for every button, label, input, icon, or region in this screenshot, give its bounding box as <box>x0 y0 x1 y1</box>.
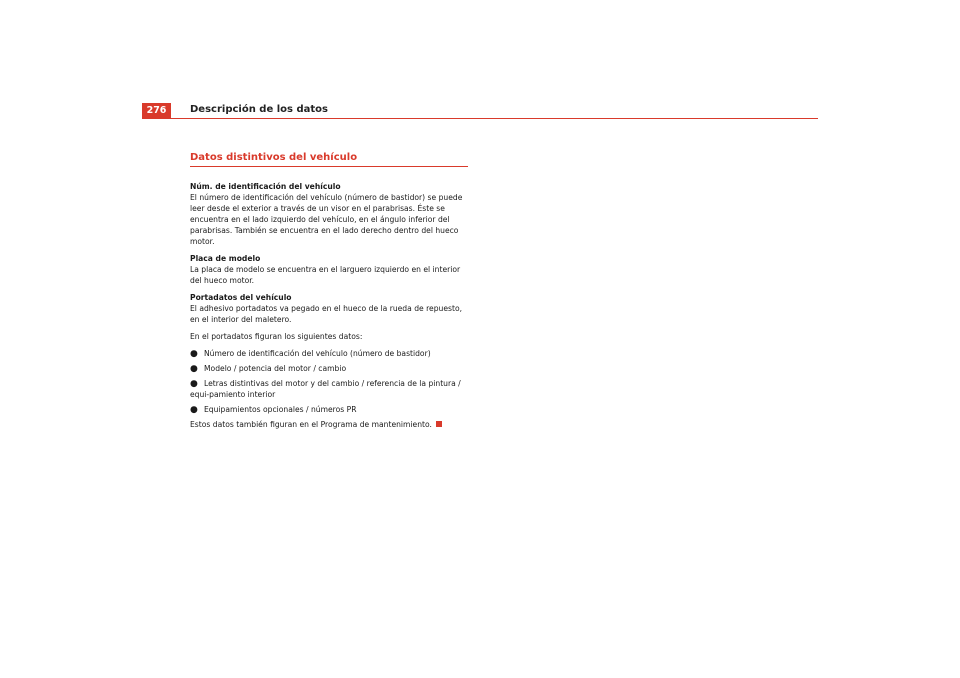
list-intro: En el portadatos figuran los siguientes datos: <box>190 332 363 341</box>
bullet-icon: ● <box>190 349 198 359</box>
label-paragraph <box>190 292 468 325</box>
vin-text: El número de identificación del vehículo (número de bastidor) se puede leer desde el exterior a través de un visor en el parabrisas. Éste se encuentra en el lado izquierdo del vehículo, en el ángulo inferior del parabrisas. También se encuentra en el lado derecho dentro del hueco motor. <box>190 193 463 246</box>
vehicle-data-section <box>190 152 468 436</box>
list-item: ● Modelo / potencia del motor / cambio <box>190 364 347 374</box>
page-number: 276 <box>142 103 171 118</box>
bullet-icon: ● <box>190 364 198 374</box>
data-list <box>190 348 468 415</box>
section-content <box>190 181 468 430</box>
header-divider <box>142 118 818 119</box>
closing-text: Estos datos también figuran en el Programa de mantenimiento. <box>190 420 432 429</box>
vin-heading: Núm. de identificación del vehículo <box>190 182 341 191</box>
page-header-title: Descripción de los datos <box>190 104 328 115</box>
vin-paragraph <box>190 181 468 247</box>
bullet-icon: ● <box>190 405 198 415</box>
list-item: ● Número de identificación del vehículo (número de bastidor) <box>190 349 431 359</box>
closing-paragraph <box>190 419 468 430</box>
plate-heading: Placa de modelo <box>190 254 261 263</box>
plate-paragraph <box>190 253 468 286</box>
label-heading: Portadatos del vehículo <box>190 293 292 302</box>
end-of-section-icon <box>436 421 442 427</box>
section-title: Datos distintivos del vehículo <box>190 152 468 167</box>
label-text: El adhesivo portadatos va pegado en el hueco de la rueda de repuesto, en el interior del maletero. <box>190 304 463 324</box>
bullet-icon: ● <box>190 379 198 389</box>
plate-text: La placa de modelo se encuentra en el larguero izquierdo en el interior del hueco motor. <box>190 265 461 285</box>
list-item: ● Letras distintivas del motor y del cambio / referencia de la pintura / equi-pamiento interior <box>190 379 461 399</box>
list-item: ● Equipamientos opcionales / números PR <box>190 405 357 415</box>
